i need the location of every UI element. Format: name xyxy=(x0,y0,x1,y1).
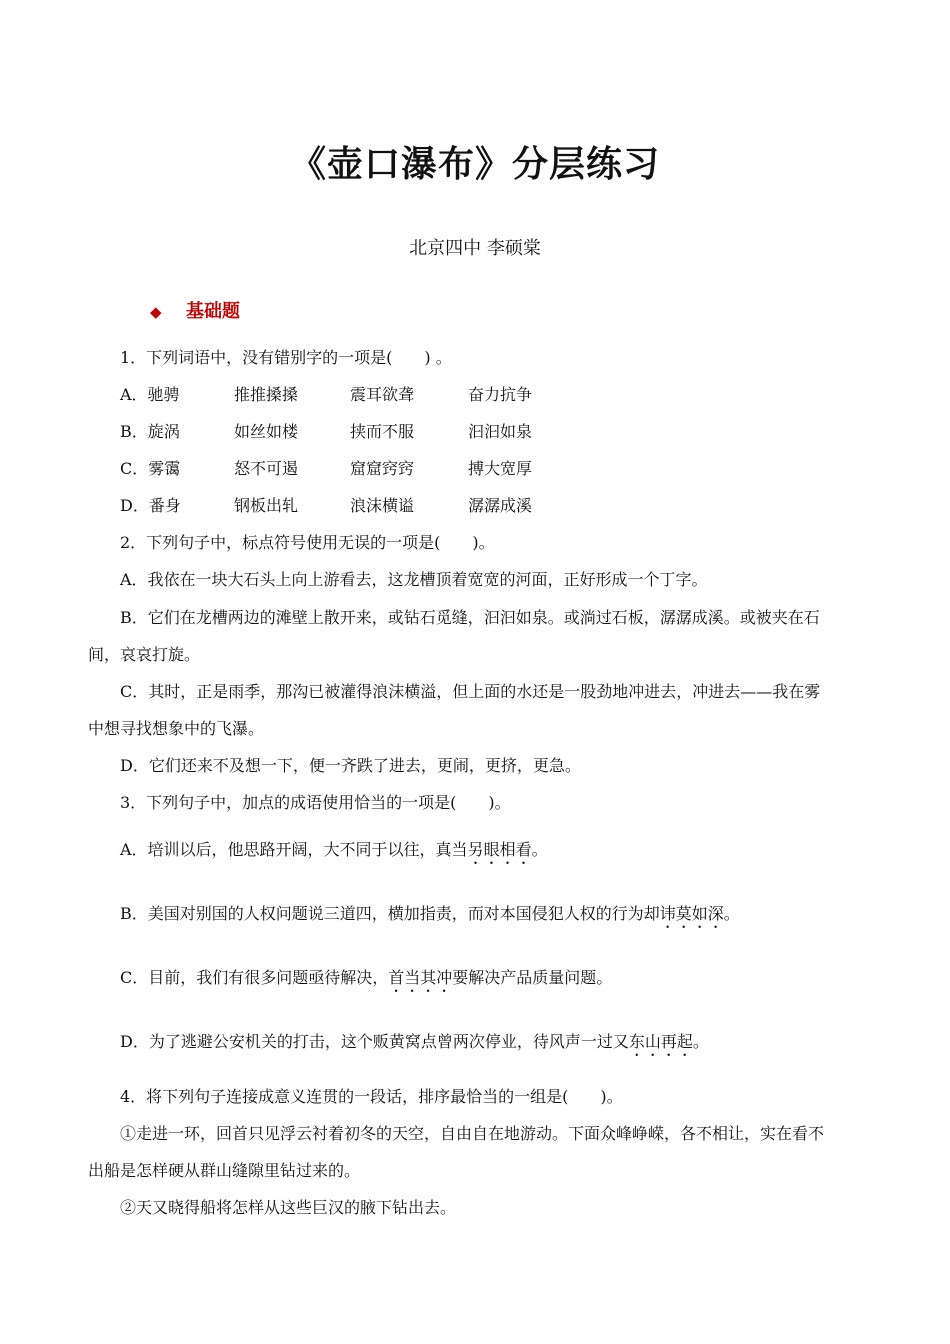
q2-option-a: A．我依在一块大石头上向上游看去，这龙槽顶着宽宽的河面，正好形成一个丁字。 xyxy=(120,570,708,589)
q3-option-text: A．培训以后，他思路开阔，大不同于以往，真当 xyxy=(120,840,468,859)
q3-dotted-idiom: 首当其冲 xyxy=(388,968,453,987)
section-label: 基础题 xyxy=(186,301,240,322)
q1-option-text: 推推搡搡 xyxy=(234,385,299,404)
q3-option-text: C．目前，我们有很多问题亟待解决， xyxy=(120,968,389,987)
q3-option-b xyxy=(120,904,740,932)
q1-option-text: C．雾霭 xyxy=(120,459,181,478)
q1-option-text: 潺潺成溪 xyxy=(468,496,533,515)
q1-option-text: 震耳欲聋 xyxy=(350,385,415,404)
q3-dotted-idiom: 另眼相看 xyxy=(467,840,532,859)
q1-option-text: A．驰骋 xyxy=(120,385,180,404)
q1-option-text: 挟而不服 xyxy=(350,422,415,441)
q4-sentence-1: ①走进一环，回首只见浮云衬着初冬的天空，自由自在地游动。下面众峰峥嵘，各不相让，实在看不 xyxy=(120,1124,825,1143)
q3-option-text: 。 xyxy=(723,904,740,923)
q2-option-b-continued: 间，哀哀打旋。 xyxy=(88,645,201,664)
q1-option-text: 浪沫横谥 xyxy=(350,496,415,515)
author-line: 北京四中 李硕棠 xyxy=(409,238,541,259)
q3-dotted-idiom: 讳莫如深 xyxy=(659,904,724,923)
q4-sentence-1-continued: 出船是怎样硬从群山缝隙里钻过来的。 xyxy=(88,1161,361,1180)
q1-option-text: 如丝如楼 xyxy=(234,422,299,441)
q1-option-text: 钢板出轧 xyxy=(234,496,299,515)
q4-stem: 4．将下列句子连接成意义连贯的一段话，排序最恰当的一组是( )。 xyxy=(120,1087,623,1106)
q2-option-c-continued: 中想寻找想象中的飞瀑。 xyxy=(88,719,265,738)
q3-option-text: 。 xyxy=(692,1032,709,1051)
q3-option-text: D．为了逃避公安机关的打击，这个贩黄窝点曾两次停业，待风声一过又 xyxy=(120,1032,629,1051)
q3-option-d xyxy=(120,1032,709,1060)
q2-option-d: D．它们还来不及想一下，便一齐跌了进去，更闹，更挤，更急。 xyxy=(120,756,581,775)
q1-option-text: 搏大宽厚 xyxy=(468,459,533,478)
q2-option-c: C．其时，正是雨季，那沟已被灌得浪沫横溢，但上面的水还是一股劲地冲进去，冲进去——我在雾 xyxy=(120,682,821,701)
page-title: 《壶口瀑布》分层练习 xyxy=(289,143,660,185)
q1-option-text: B．旋涡 xyxy=(120,422,180,441)
q2-option-b: B．它们在龙槽两边的滩壁上散开来，或钻石觅缝，汩汩如泉。或淌过石板，潺潺成溪。或被夹在石 xyxy=(120,608,820,627)
q1-option-text: 奋力抗争 xyxy=(468,385,533,404)
q2-stem: 2．下列句子中，标点符号使用无误的一项是( )。 xyxy=(120,533,495,552)
q1-option-text: 汩汩如泉 xyxy=(468,422,533,441)
q3-dotted-idiom: 东山再起 xyxy=(628,1032,693,1051)
q4-sentence-2: ②天又晓得船将怎样从这些巨汉的腋下钻出去。 xyxy=(120,1198,457,1217)
q3-option-text: 要解决产品质量问题。 xyxy=(452,968,613,987)
diamond-icon: ◆ xyxy=(150,303,162,321)
section-heading xyxy=(150,297,240,323)
q1-option-text: D．番身 xyxy=(120,496,181,515)
q3-option-c xyxy=(120,968,612,996)
q3-option-text: B．美国对别国的人权问题说三道四，横加指责，而对本国侵犯人权的行为却 xyxy=(120,904,660,923)
q1-stem: 1．下列词语中，没有错别字的一项是( ) 。 xyxy=(120,348,452,367)
q3-option-text: 。 xyxy=(531,840,548,859)
q1-option-text: 怒不可遏 xyxy=(234,459,299,478)
q3-stem: 3．下列句子中，加点的成语使用恰当的一项是( )。 xyxy=(120,793,511,812)
q3-option-a xyxy=(120,840,548,868)
q1-option-text: 窟窟窍窍 xyxy=(350,459,415,478)
